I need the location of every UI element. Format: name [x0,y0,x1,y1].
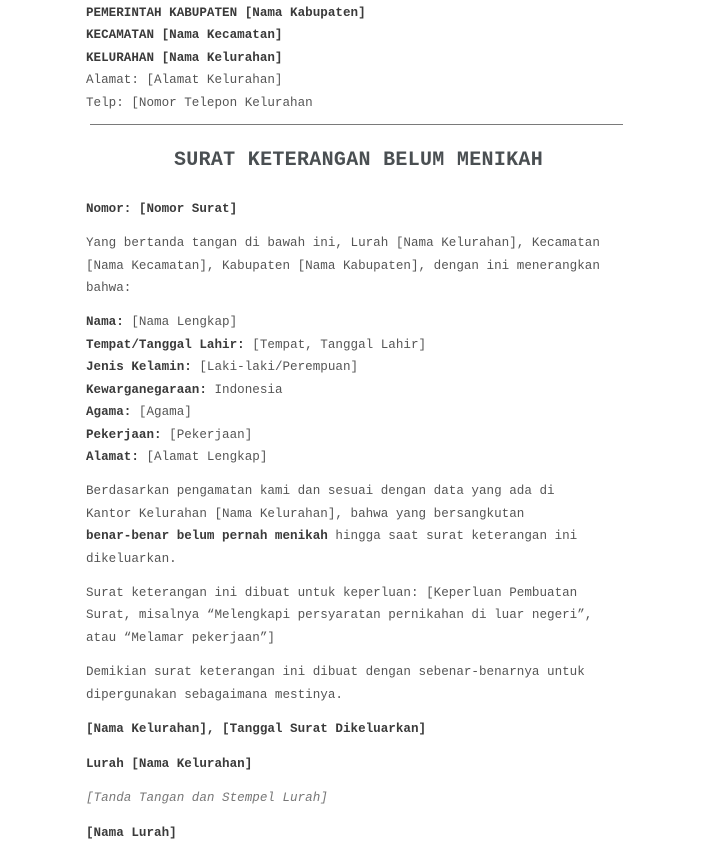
header-kecamatan: KECAMATAN [Nama Kecamatan] [86,28,283,42]
field-value: [Nama Lengkap] [123,315,238,329]
statement-line-2: Kantor Kelurahan [Nama Kelurahan], bahwa yang bersangkutan [86,507,525,521]
statement-line-3 [86,528,577,544]
field-value: [Pekerjaan] [161,428,253,442]
statement-line-1: Berdasarkan pengamatan kami dan sesuai dengan data yang ada di [86,484,555,498]
field-label: Agama: [86,405,132,419]
purpose-line-3: atau “Melamar pekerjaan”] [86,631,275,645]
document-title: SURAT KETERANGAN BELUM MENIKAH [173,149,544,172]
header-phone: Telp: [Nomor Telepon Kelurahan [86,96,313,110]
field-agama [86,404,192,420]
field-jenis-kelamin [86,359,358,375]
field-ttl [86,337,426,353]
statement-emphasis: benar-benar belum pernah menikah [86,529,328,543]
field-value: [Tempat, Tanggal Lahir] [244,338,427,352]
header-kabupaten: PEMERINTAH KABUPATEN [Nama Kabupaten] [86,6,366,20]
signature-stamp-placeholder: [Tanda Tangan dan Stempel Lurah] [86,791,328,805]
statement-line-4: dikeluarkan. [86,552,177,566]
field-label: Kewarganegaraan: [86,383,207,397]
intro-line-2: [Nama Kecamatan], Kabupaten [Nama Kabupaten], dengan ini menerangkan [86,259,600,273]
closing-line-1: Demikian surat keterangan ini dibuat dengan sebenar-benarnya untuk [86,665,585,679]
field-pekerjaan [86,427,252,443]
closing-line-2: dipergunakan sebagaimana mestinya. [86,688,343,702]
field-label: Pekerjaan: [86,428,162,442]
field-label: Nama: [86,315,124,329]
place-date: [Nama Kelurahan], [Tanggal Surat Dikeluarkan] [86,722,427,736]
field-alamat [86,449,267,465]
field-value: [Alamat Lengkap] [138,450,268,464]
field-value: [Laki-laki/Perempuan] [191,360,359,374]
header-kelurahan: KELURAHAN [Nama Kelurahan] [86,51,283,65]
intro-line-3: bahwa: [86,281,132,295]
letter-number: Nomor: [Nomor Surat] [86,202,238,216]
purpose-line-1: Surat keterangan ini dibuat untuk keperluan: [Keperluan Pembuatan [86,586,578,600]
signer-name: [Nama Lurah] [86,826,177,840]
purpose-line-2: Surat, misalnya “Melengkapi persyaratan pernikahan di luar negeri”, [86,608,593,622]
signer-position: Lurah [Nama Kelurahan] [86,757,253,771]
field-label: Jenis Kelamin: [86,360,192,374]
field-label: Alamat: [86,450,139,464]
field-value: [Agama] [131,405,192,419]
field-value: Indonesia [206,383,283,397]
statement-rest: hingga saat surat keterangan ini [327,529,578,543]
field-nama [86,314,237,330]
header-address: Alamat: [Alamat Kelurahan] [86,73,283,87]
header-divider [90,124,623,125]
intro-line-1: Yang bertanda tangan di bawah ini, Lurah [Nama Kelurahan], Kecamatan [86,236,600,250]
field-kewarganegaraan [86,382,283,398]
field-label: Tempat/Tanggal Lahir: [86,338,245,352]
